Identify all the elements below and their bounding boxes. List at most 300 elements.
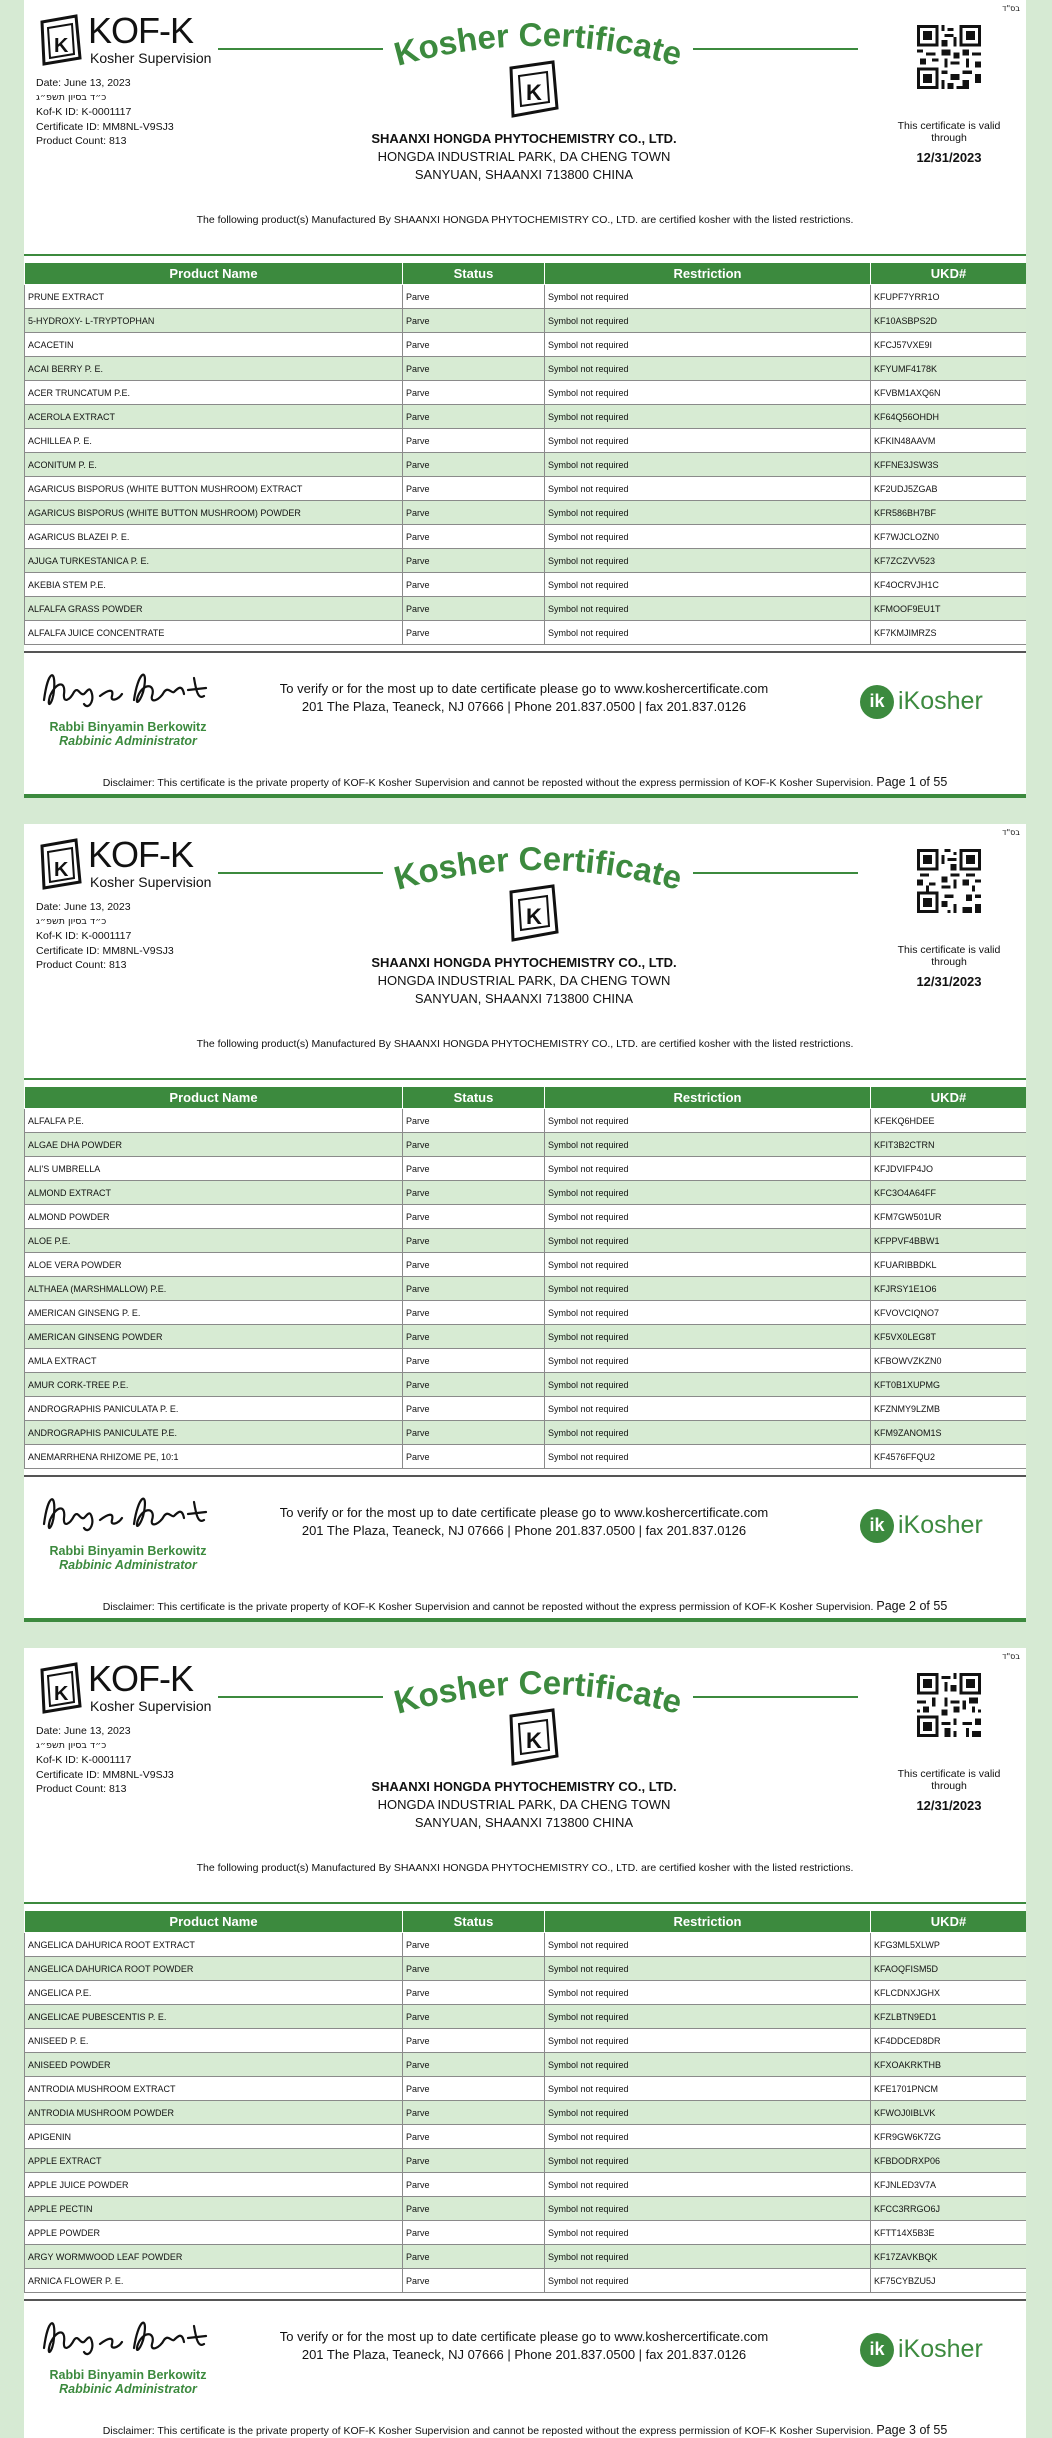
header-divider (24, 254, 1026, 256)
col-ukd: UKD# (871, 1911, 1027, 1933)
verify-block (234, 2328, 814, 2364)
product-name-cell: AMERICAN GINSENG P. E. (25, 1301, 403, 1325)
status-cell: Parve (403, 2125, 545, 2149)
certificate-title (218, 830, 858, 940)
table-row (25, 501, 1027, 525)
col-restriction: Restriction (545, 1087, 871, 1109)
rabbi-signature (38, 660, 218, 718)
ukd-cell: KFJDVIFP4JO (871, 1157, 1027, 1181)
ukd-cell: KFR9GW6K7ZG (871, 2125, 1027, 2149)
svg-text:Kosher Certificate: Kosher Certificate (390, 839, 687, 897)
product-name-cell: ANISEED P. E. (25, 2029, 403, 2053)
table-row (25, 2029, 1027, 2053)
ukd-cell: KFUPF7YRR1O (871, 285, 1027, 309)
ukd-cell: KFUARIBBDKL (871, 1253, 1027, 1277)
verify-block (234, 680, 814, 716)
svg-text:Kosher Certificate: Kosher Certificate (390, 15, 687, 73)
status-cell: Parve (403, 1229, 545, 1253)
col-restriction: Restriction (545, 1911, 871, 1933)
title-rule-right (693, 1696, 858, 1698)
ikosher-icon: ik (860, 685, 894, 719)
ukd-cell: KF4576FFQU2 (871, 1445, 1027, 1469)
table-row (25, 573, 1027, 597)
ikosher-icon: ik (860, 1509, 894, 1543)
restriction-cell: Symbol not required (545, 1957, 871, 1981)
company-block (264, 130, 784, 184)
ukd-cell: KFWOJ0IBLVK (871, 2101, 1027, 2125)
table-row (25, 1445, 1027, 1469)
status-cell: Parve (403, 573, 545, 597)
status-cell: Parve (403, 1109, 545, 1133)
issue-date: Date: June 13, 2023 (36, 1725, 131, 1737)
svg-text:K: K (526, 1728, 542, 1753)
restriction-cell: Symbol not required (545, 1397, 871, 1421)
status-cell: Parve (403, 405, 545, 429)
product-name-cell: ALFALFA GRASS POWDER (25, 597, 403, 621)
title-rule-left (218, 872, 383, 874)
table-row (25, 285, 1027, 309)
rabbi-name: Rabbi Binyamin Berkowitz (49, 1544, 207, 1558)
col-product-name: Product Name (25, 1911, 403, 1933)
company-address-line1: HONGDA INDUSTRIAL PARK, DA CHENG TOWN (377, 149, 671, 164)
product-name-cell: ANDROGRAPHIS PANICULATA P. E. (25, 1397, 403, 1421)
ukd-cell: KF5VX0LEG8T (871, 1325, 1027, 1349)
product-name-cell: ACAI BERRY P. E. (25, 357, 403, 381)
kofk-logo (36, 834, 226, 892)
table-row (25, 2173, 1027, 2197)
company-block (264, 954, 784, 1008)
kofk-id: Kof-K ID: K-0001117 (36, 106, 132, 118)
restriction-cell: Symbol not required (545, 549, 871, 573)
logo-subtitle: Kosher Supervision (90, 1698, 212, 1714)
contact-line: 201 The Plaza, Teaneck, NJ 07666 | Phone 201.837.0500 | fax 201.837.0126 (301, 2347, 747, 2362)
qr-code-icon[interactable] (917, 25, 981, 89)
table-row (25, 2221, 1027, 2245)
restriction-cell: Symbol not required (545, 597, 871, 621)
status-cell: Parve (403, 501, 545, 525)
product-name-cell: ACONITUM P. E. (25, 453, 403, 477)
table-row (25, 2077, 1027, 2101)
restriction-cell: Symbol not required (545, 381, 871, 405)
product-name-cell: ALFALFA JUICE CONCENTRATE (25, 621, 403, 645)
table-row (25, 1349, 1027, 1373)
status-cell: Parve (403, 525, 545, 549)
product-table (24, 262, 1026, 645)
disclaimer-line (24, 1599, 1026, 1613)
ukd-cell: KFAOQFISM5D (871, 1957, 1027, 1981)
product-name-cell: AMERICAN GINSENG POWDER (25, 1325, 403, 1349)
restriction-cell: Symbol not required (545, 2077, 871, 2101)
bsd-mark: בס"ד (1002, 1652, 1020, 1661)
restriction-cell: Symbol not required (545, 2173, 871, 2197)
table-row (25, 453, 1027, 477)
status-cell: Parve (403, 2149, 545, 2173)
status-cell: Parve (403, 1981, 545, 2005)
ukd-cell: KFG3ML5XLWP (871, 1933, 1027, 1957)
restriction-cell: Symbol not required (545, 1133, 871, 1157)
verify-url-line[interactable]: To verify or for the most up to date certificate please go to www.koshercertificate.com (279, 681, 769, 696)
product-name-cell: ARGY WORMWOOD LEAF POWDER (25, 2245, 403, 2269)
restriction-cell: Symbol not required (545, 2125, 871, 2149)
valid-label: This certificate is valid through (897, 120, 1001, 144)
restriction-cell: Symbol not required (545, 1109, 871, 1133)
restriction-cell: Symbol not required (545, 1445, 871, 1469)
product-name-cell: 5-HYDROXY- L-TRYPTOPHAN (25, 309, 403, 333)
ukd-cell: KFTT14X5B3E (871, 2221, 1027, 2245)
certificate-page (24, 824, 1026, 1622)
table-row (25, 2149, 1027, 2173)
kofk-stamp-icon (501, 58, 565, 120)
restriction-cell: Symbol not required (545, 1277, 871, 1301)
issue-date: Date: June 13, 2023 (36, 77, 131, 89)
kofk-stamp-icon (501, 1706, 565, 1768)
restriction-cell: Symbol not required (545, 1421, 871, 1445)
table-row (25, 405, 1027, 429)
page-number: Page 3 of 55 (876, 2423, 948, 2437)
product-name-cell: ANDROGRAPHIS PANICULATE P.E. (25, 1421, 403, 1445)
status-cell: Parve (403, 285, 545, 309)
bsd-mark: בס"ד (1002, 4, 1020, 13)
col-restriction: Restriction (545, 263, 871, 285)
ukd-cell: KF7KMJIMRZS (871, 621, 1027, 645)
product-name-cell: ANTRODIA MUSHROOM POWDER (25, 2101, 403, 2125)
ikosher-wordmark: iKosher (898, 2335, 983, 2363)
product-name-cell: ALMOND EXTRACT (25, 1181, 403, 1205)
restriction-cell: Symbol not required (545, 2221, 871, 2245)
svg-text:K: K (526, 904, 542, 929)
status-cell: Parve (403, 1133, 545, 1157)
restriction-cell: Symbol not required (545, 573, 871, 597)
restriction-cell: Symbol not required (545, 1229, 871, 1253)
restriction-cell: Symbol not required (545, 285, 871, 309)
product-name-cell: APPLE EXTRACT (25, 2149, 403, 2173)
disclaimer-text: Disclaimer: This certificate is the private property of KOF-K Kosher Supervision and cannot be reposted without the express permission of KOF-K Kosher Supervision. (102, 777, 874, 789)
table-row (25, 1205, 1027, 1229)
product-name-cell: AGARICUS BISPORUS (WHITE BUTTON MUSHROOM) POWDER (25, 501, 403, 525)
product-name-cell: ARNICA FLOWER P. E. (25, 2269, 403, 2293)
ukd-cell: KFM7GW501UR (871, 1205, 1027, 1229)
ukd-cell: KF4OCRVJH1C (871, 573, 1027, 597)
company-name: SHAANXI HONGDA PHYTOCHEMISTRY CO., LTD. (371, 955, 677, 970)
status-cell: Parve (403, 453, 545, 477)
ukd-cell: KFE1701PNCM (871, 2077, 1027, 2101)
status-cell: Parve (403, 1325, 545, 1349)
kofk-stamp-icon (501, 882, 565, 944)
hebrew-date: כ״ד בסיון תשפ״ג (36, 1739, 107, 1751)
valid-label: This certificate is valid through (897, 1768, 1001, 1792)
status-cell: Parve (403, 357, 545, 381)
company-name: SHAANXI HONGDA PHYTOCHEMISTRY CO., LTD. (371, 131, 677, 146)
product-name-cell: AMLA EXTRACT (25, 1349, 403, 1373)
hebrew-date: כ״ד בסיון תשפ״ג (36, 915, 107, 927)
table-row (25, 309, 1027, 333)
product-name-cell: AMUR CORK-TREE P.E. (25, 1373, 403, 1397)
restriction-cell: Symbol not required (545, 429, 871, 453)
product-name-cell: ACACETIN (25, 333, 403, 357)
table-row (25, 1981, 1027, 2005)
table-row (25, 1277, 1027, 1301)
bsd-mark: בס"ד (1002, 828, 1020, 837)
ukd-cell: KFEKQ6HDEE (871, 1109, 1027, 1133)
product-name-cell: ANGELICA DAHURICA ROOT EXTRACT (25, 1933, 403, 1957)
ukd-cell: KFM9ZANOM1S (871, 1421, 1027, 1445)
intro-text: The following product(s) Manufactured By SHAANXI HONGDA PHYTOCHEMISTRY CO., LTD. are certified kosher with the listed restrictions. (196, 1862, 854, 1874)
disclaimer-line (24, 775, 1026, 789)
valid-date: 12/31/2023 (916, 150, 982, 165)
intro-text: The following product(s) Manufactured By SHAANXI HONGDA PHYTOCHEMISTRY CO., LTD. are certified kosher with the listed restrictions. (196, 214, 854, 226)
disclaimer-line (24, 2423, 1026, 2437)
restriction-cell: Symbol not required (545, 2149, 871, 2173)
disclaimer-text: Disclaimer: This certificate is the private property of KOF-K Kosher Supervision and cannot be reposted without the express permission of KOF-K Kosher Supervision. (102, 2425, 874, 2437)
status-cell: Parve (403, 381, 545, 405)
rabbi-signature (38, 1484, 218, 1542)
ukd-cell: KFYUMF4178K (871, 357, 1027, 381)
product-name-cell: AGARICUS BLAZEI P. E. (25, 525, 403, 549)
product-count: Product Count: 813 (36, 1783, 127, 1795)
ukd-cell: KFJRSY1E1O6 (871, 1277, 1027, 1301)
svg-text:Binyamin Berkowitz: Binyamin Berkowitz (42, 2356, 115, 2366)
status-cell: Parve (403, 477, 545, 501)
ukd-cell: KFJNLED3V7A (871, 2173, 1027, 2197)
svg-text:K: K (526, 80, 542, 105)
ukd-cell: KFC3O4A64FF (871, 1181, 1027, 1205)
valid-date: 12/31/2023 (916, 1798, 982, 1813)
table-row (25, 1397, 1027, 1421)
restriction-cell: Symbol not required (545, 453, 871, 477)
company-address-line2: SANYUAN, SHAANXI 713800 CHINA (414, 1815, 634, 1830)
svg-text:Kosher Certificate: Kosher Certificate (390, 1663, 687, 1721)
valid-label: This certificate is valid through (897, 944, 1001, 968)
certificate-page (24, 0, 1026, 798)
status-cell: Parve (403, 1277, 545, 1301)
col-ukd: UKD# (871, 263, 1027, 285)
restriction-cell: Symbol not required (545, 1981, 871, 2005)
col-product-name: Product Name (25, 263, 403, 285)
kofk-logo-icon (36, 12, 84, 68)
validity-block (884, 944, 1014, 988)
verify-url-line[interactable]: To verify or for the most up to date certificate please go to www.koshercertificate.com (279, 2329, 769, 2344)
company-address-line1: HONGDA INDUSTRIAL PARK, DA CHENG TOWN (377, 1797, 671, 1812)
product-name-cell: ACHILLEA P. E. (25, 429, 403, 453)
ukd-cell: KF10ASBPS2D (871, 309, 1027, 333)
ukd-cell: KFCJ57VXE9I (871, 333, 1027, 357)
product-name-cell: ACEROLA EXTRACT (25, 405, 403, 429)
restriction-cell: Symbol not required (545, 405, 871, 429)
qr-code-icon[interactable] (917, 1673, 981, 1737)
certificate-id: Certificate ID: MM8NL-V9SJ3 (36, 120, 174, 133)
verify-url-line[interactable]: To verify or for the most up to date certificate please go to www.koshercertificate.com (279, 1505, 769, 1520)
status-cell: Parve (403, 621, 545, 645)
intro-text: The following product(s) Manufactured By SHAANXI HONGDA PHYTOCHEMISTRY CO., LTD. are certified kosher with the listed restrictions. (196, 1038, 854, 1050)
table-row (25, 2197, 1027, 2221)
status-cell: Parve (403, 2053, 545, 2077)
table-row (25, 621, 1027, 645)
logo-subtitle: Kosher Supervision (90, 50, 212, 66)
product-name-cell: APIGENIN (25, 2125, 403, 2149)
col-ukd: UKD# (871, 1087, 1027, 1109)
restriction-cell: Symbol not required (545, 2269, 871, 2293)
status-cell: Parve (403, 1957, 545, 1981)
kofk-logo-icon (36, 1660, 84, 1716)
status-cell: Parve (403, 1253, 545, 1277)
svg-text:Binyamin Berkowitz: Binyamin Berkowitz (42, 1532, 115, 1542)
table-row (25, 357, 1027, 381)
product-name-cell: ALGAE DHA POWDER (25, 1133, 403, 1157)
product-name-cell: ANTRODIA MUSHROOM EXTRACT (25, 2077, 403, 2101)
kofk-id: Kof-K ID: K-0001117 (36, 930, 132, 942)
status-cell: Parve (403, 1373, 545, 1397)
status-cell: Parve (403, 2005, 545, 2029)
page-number: Page 1 of 55 (876, 775, 948, 789)
svg-text:K: K (54, 1683, 69, 1705)
table-row (25, 333, 1027, 357)
status-cell: Parve (403, 2029, 545, 2053)
ukd-cell: KFPPVF4BBW1 (871, 1229, 1027, 1253)
page-number: Page 2 of 55 (876, 1599, 948, 1613)
product-count: Product Count: 813 (36, 959, 127, 971)
ukd-cell: KF75CYBZU5J (871, 2269, 1027, 2293)
product-name-cell: PRUNE EXTRACT (25, 285, 403, 309)
ikosher-logo (860, 2331, 988, 2371)
rabbi-block (38, 720, 218, 748)
ukd-cell: KFKIN48AAVM (871, 429, 1027, 453)
table-row (25, 1253, 1027, 1277)
product-name-cell: AKEBIA STEM P.E. (25, 573, 403, 597)
rabbi-name: Rabbi Binyamin Berkowitz (49, 720, 207, 734)
kofk-logo-icon (36, 836, 84, 892)
status-cell: Parve (403, 1181, 545, 1205)
rabbi-signature (38, 2308, 218, 2366)
ukd-cell: KFIT3B2CTRN (871, 1133, 1027, 1157)
table-row (25, 477, 1027, 501)
restriction-cell: Symbol not required (545, 1181, 871, 1205)
status-cell: Parve (403, 2269, 545, 2293)
restriction-cell: Symbol not required (545, 501, 871, 525)
restriction-cell: Symbol not required (545, 1253, 871, 1277)
certificate-meta (36, 900, 174, 973)
table-row (25, 525, 1027, 549)
ukd-cell: KF2UDJ5ZGAB (871, 477, 1027, 501)
table-row (25, 1373, 1027, 1397)
status-cell: Parve (403, 597, 545, 621)
status-cell: Parve (403, 429, 545, 453)
product-name-cell: ALOE VERA POWDER (25, 1253, 403, 1277)
kofk-id: Kof-K ID: K-0001117 (36, 1754, 132, 1766)
company-name: SHAANXI HONGDA PHYTOCHEMISTRY CO., LTD. (371, 1779, 677, 1794)
issue-date: Date: June 13, 2023 (36, 901, 131, 913)
valid-date: 12/31/2023 (916, 974, 982, 989)
table-row (25, 597, 1027, 621)
table-header-row (25, 1911, 1027, 1933)
col-status: Status (403, 1087, 545, 1109)
restriction-cell: Symbol not required (545, 2197, 871, 2221)
ukd-cell: KFMOOF9EU1T (871, 597, 1027, 621)
svg-text:Binyamin Berkowitz: Binyamin Berkowitz (42, 708, 115, 718)
table-row (25, 2245, 1027, 2269)
restriction-cell: Symbol not required (545, 621, 871, 645)
restriction-cell: Symbol not required (545, 1349, 871, 1373)
table-row (25, 1229, 1027, 1253)
status-cell: Parve (403, 1349, 545, 1373)
header-divider (24, 1078, 1026, 1080)
product-name-cell: ALTHAEA (MARSHMALLOW) P.E. (25, 1277, 403, 1301)
table-row (25, 429, 1027, 453)
ukd-cell: KFZLBTN9ED1 (871, 2005, 1027, 2029)
footer-divider (24, 2299, 1026, 2301)
kofk-logo (36, 10, 226, 68)
logo-wordmark: KOF-K (88, 834, 194, 875)
ukd-cell: KF17ZAVKBQK (871, 2245, 1027, 2269)
table-header-row (25, 263, 1027, 285)
ukd-cell: KFVOVCIQNO7 (871, 1301, 1027, 1325)
rabbi-name: Rabbi Binyamin Berkowitz (49, 2368, 207, 2382)
product-name-cell: AJUGA TURKESTANICA P. E. (25, 549, 403, 573)
restriction-cell: Symbol not required (545, 2053, 871, 2077)
contact-line: 201 The Plaza, Teaneck, NJ 07666 | Phone 201.837.0500 | fax 201.837.0126 (301, 1523, 747, 1538)
svg-text:K: K (54, 35, 69, 57)
title-rule-left (218, 1696, 383, 1698)
ukd-cell: KFR586BH7BF (871, 501, 1027, 525)
table-row (25, 1181, 1027, 1205)
table-row (25, 2101, 1027, 2125)
certificate-title (218, 6, 858, 116)
table-row (25, 1421, 1027, 1445)
qr-code-icon[interactable] (917, 849, 981, 913)
company-address-line1: HONGDA INDUSTRIAL PARK, DA CHENG TOWN (377, 973, 671, 988)
status-cell: Parve (403, 1421, 545, 1445)
restriction-cell: Symbol not required (545, 1325, 871, 1349)
ukd-cell: KFVBM1AXQ6N (871, 381, 1027, 405)
status-cell: Parve (403, 2101, 545, 2125)
logo-wordmark: KOF-K (88, 10, 194, 51)
product-name-cell: APPLE PECTIN (25, 2197, 403, 2221)
company-address-line2: SANYUAN, SHAANXI 713800 CHINA (414, 167, 634, 182)
company-address-line2: SANYUAN, SHAANXI 713800 CHINA (414, 991, 634, 1006)
status-cell: Parve (403, 1157, 545, 1181)
product-name-cell: ANGELICAE PUBESCENTIS P. E. (25, 2005, 403, 2029)
status-cell: Parve (403, 2245, 545, 2269)
table-row (25, 1933, 1027, 1957)
restriction-cell: Symbol not required (545, 333, 871, 357)
status-cell: Parve (403, 549, 545, 573)
svg-text:K: K (54, 859, 69, 881)
validity-block (884, 1768, 1014, 1812)
product-name-cell: ACER TRUNCATUM P.E. (25, 381, 403, 405)
footer-divider (24, 1475, 1026, 1477)
ukd-cell: KFBOWVZKZN0 (871, 1349, 1027, 1373)
product-name-cell: ALMOND POWDER (25, 1205, 403, 1229)
header-divider (24, 1902, 1026, 1904)
col-product-name: Product Name (25, 1087, 403, 1109)
title-rule-right (693, 48, 858, 50)
table-row (25, 1301, 1027, 1325)
ikosher-logo (860, 683, 988, 723)
status-cell: Parve (403, 1445, 545, 1469)
rabbi-title: Rabbinic Administrator (59, 1558, 197, 1572)
product-name-cell: ANISEED POWDER (25, 2053, 403, 2077)
table-row (25, 1133, 1027, 1157)
certificate-id: Certificate ID: MM8NL-V9SJ3 (36, 944, 174, 957)
ikosher-logo (860, 1507, 988, 1547)
ikosher-icon: ik (860, 2333, 894, 2367)
validity-block (884, 120, 1014, 164)
table-row (25, 381, 1027, 405)
ukd-cell: KF7ZCZVV523 (871, 549, 1027, 573)
status-cell: Parve (403, 2221, 545, 2245)
contact-line: 201 The Plaza, Teaneck, NJ 07666 | Phone 201.837.0500 | fax 201.837.0126 (301, 699, 747, 714)
product-name-cell: ALI'S UMBRELLA (25, 1157, 403, 1181)
certificate-meta (36, 76, 174, 149)
